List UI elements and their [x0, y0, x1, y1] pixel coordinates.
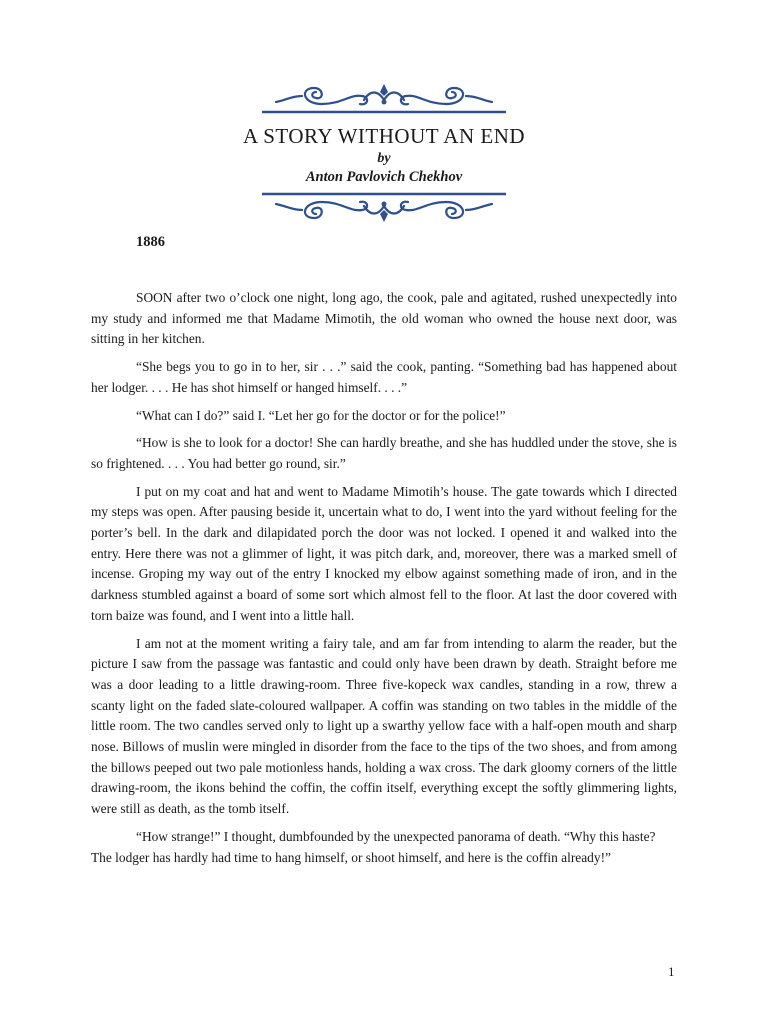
page-number: 1: [668, 964, 675, 979]
ornament-divider-bottom-icon: [262, 192, 506, 224]
document-title: A STORY WITHOUT AN END: [242, 124, 526, 148]
paragraph: “How is she to look for a doctor! She can hardly breathe, and she has huddled under the stove, she is so frightened. . . . You had better go round, sir.”: [91, 435, 677, 471]
publication-year: 1886: [136, 234, 165, 250]
paragraph: “She begs you to go in to her, sir . . .” said the cook, panting. “Something bad has happened about her lodger. . . . He has shot himself or hanged himself. . . .”: [91, 359, 677, 395]
paragraph: I am not at the moment writing a fairy tale, and am far from intending to alarm the reader, but the picture I saw from the passage was fantastic and could only have been drawn by death. Straight before me was a door leading to a little drawing-room. Three five-kopeck wax candles, standing in a row, threw a scanty light on the faded slate-coloured wallpaper. A coffin was standing on two tables in the middle of the little room. The two candles served only to light up a swarthy yellow face with a half-open mouth and sharp nose. Billows of muslin were mingled in disorder from the face to the tips of the two shoes, and from among the billows peeped out two pale motionless hands, holding a wax cross. The dark gloomy corners of the little drawing-room, the ikons behind the coffin, the coffin itself, everything except the softly glimmering lights, were still as death, as the tomb itself.: [91, 635, 677, 817]
story-body: [91, 288, 677, 875]
byline-label: by: [377, 151, 391, 166]
paragraph: SOON after two o’clock one night, long ago, the cook, pale and agitated, rushed unexpectedly into my study and informed me that Madame Mimotih, the old woman who owned the house next door, was sitting in her kitchen.: [91, 290, 677, 347]
paragraph: “How strange!” I thought, dumbfounded by the unexpected panorama of death. “Why this haste? The lodger has hardly had time to hang himself, or shoot himself, and here is the coffin already!”: [91, 828, 656, 865]
paragraph: “What can I do?” said I. “Let her go for the doctor or for the police!”: [136, 407, 506, 423]
ornament-divider-top-icon: [262, 82, 506, 114]
paragraph: I put on my coat and hat and went to Madame Mimotih’s house. The gate towards which I directed my steps was open. After pausing beside it, uncertain what to do, I went into the yard without feeling for the porter’s bell. In the dark and dilapidated porch the door was not locked. I opened it and walked into the entry. Here there was not a glimmer of light, it was pitch dark, and, moreover, there was a marked smell of incense. Groping my way out of the entry I knocked my elbow against something made of iron, and in the darkness stumbled against a board of some sort which almost fell to the floor. At last the door covered with torn baize was found, and I went into a little hall.: [91, 483, 677, 623]
author-name: Anton Pavlovich Chekhov: [305, 169, 463, 185]
